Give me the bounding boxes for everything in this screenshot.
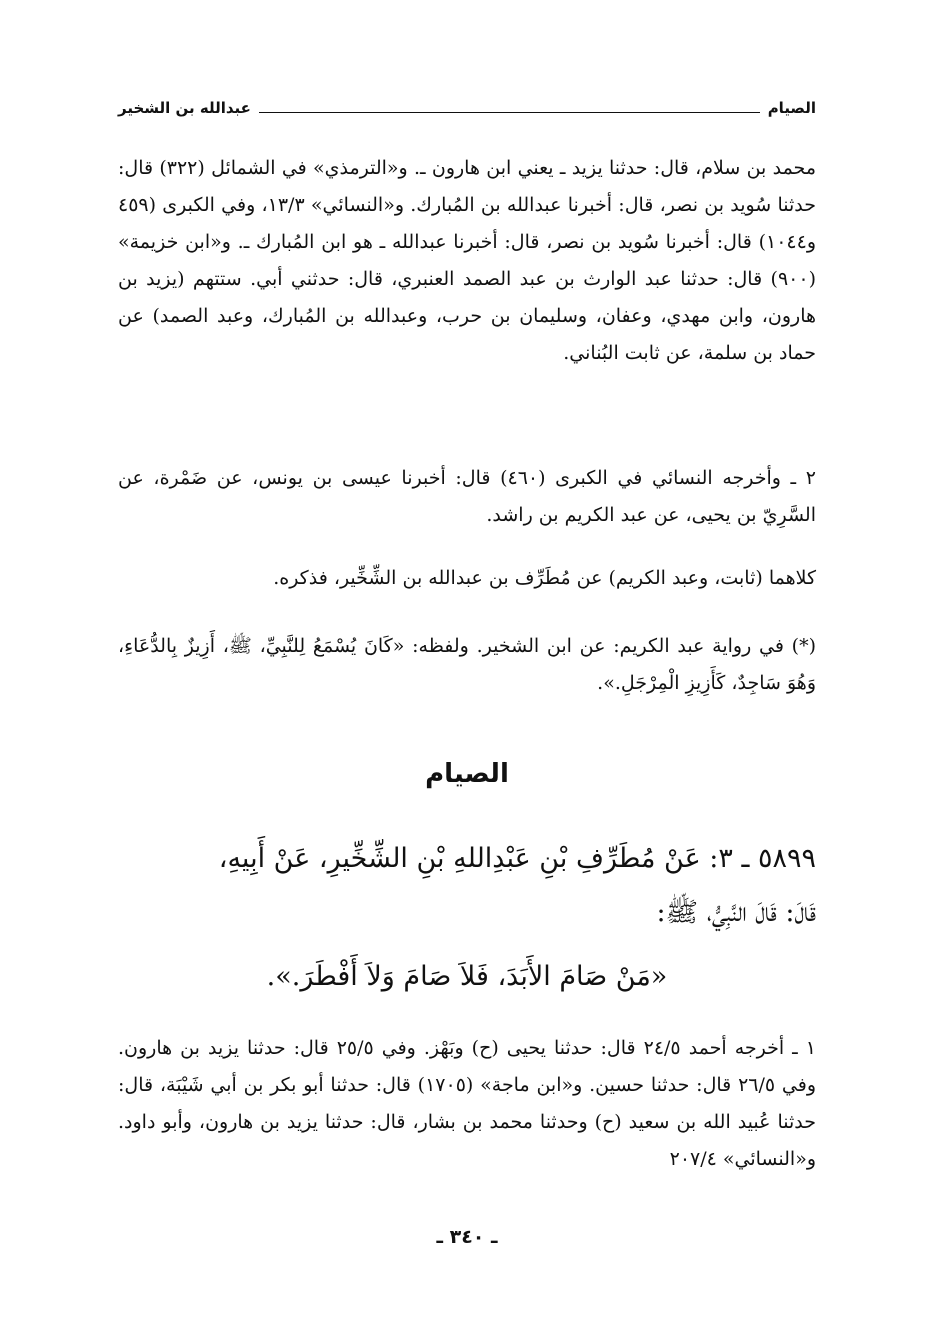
hadith-speaker-line: قَالَ: قَالَ النَّبِيُّ، ﷺ: bbox=[656, 897, 816, 928]
header-chapter-title: الصيام bbox=[767, 99, 816, 117]
paragraph-takhrij-1: ١ ـ أخرجه أحمد ٢٤/٥ قال: حدثنا يحيى (ح) وبَهْز. وفي ٢٥/٥ قال: حدثنا يزيد بن هارون. وفي ٢٦/٥ قال: حدثنا حسين. و«ابن ماجة» (١٧٠٥) قال: حدثنا أبو بكر بن أبي شَيْبَة، قال: حدثنا عُبيد الله بن سعيد (ح) وحدثنا محمد بن بشار، قال: حدثنا يزيد بن هارون، وأبو داود. و«النسائي» ٢٠٧/٤ bbox=[118, 1037, 816, 1170]
page-number: ـ ٣٤٠ ـ bbox=[436, 1226, 498, 1248]
hadith-matn-line: «مَنْ صَامَ الأَبَدَ، فَلاَ صَامَ وَلاَ أَفْطَرَ.». bbox=[266, 961, 668, 992]
running-header bbox=[118, 92, 816, 118]
paragraph-takhrij-continued: محمد بن سلام، قال: حدثنا يزيد ـ يعني ابن هارون ـ. و«الترمذي» في الشمائل (٣٢٢) قال: حدثنا سُويد بن نصر، قال: أخبرنا عبدالله بن المُبارك. و«النسائي» ١٣/٣، وفي الكبرى (٤٥٩ و١٠٤٤) قال: أخبرنا سُويد بن نصر، قال: أخبرنا عبدالله ـ هو ابن المُبارك ـ. و«ابن خزيمة» (٩٠٠) قال: حدثنا عبد الوارث بن عبد الصمد العنبري، قال: حدثني أبي. ستتهم (يزيد بن هارون، وابن مهدي، وعفان، وسليمان بن حرب، وعبدالله بن المُبارك، وعبد الصمد) عن حماد بن سلمة، عن ثابت البُناني. bbox=[118, 157, 816, 364]
paragraph-summary: كلاهما (ثابت، وعبد الكريم) عن مُطَرِّف بن عبدالله بن الشِّخِّير، فذكره. bbox=[273, 567, 816, 589]
paragraph-note: (*) في رواية عبد الكريم: عن ابن الشخير. ولفظه: «كَانَ يُسْمَعُ لِلنَّبِيِّ، ﷺ، أَزِيزٌ بِالدُّعَاءِ، وَهُوَ سَاجِدٌ، كَأَزِيزِ الْمِرْجَلِ.». bbox=[118, 635, 816, 694]
header-rule bbox=[259, 112, 760, 113]
hadith-isnad-line: ٥٨٩٩ ـ ٣: عَنْ مُطَرِّفِ بْنِ عَبْدِاللهِ بْنِ الشِّخِّيرِ، عَنْ أَبِيهِ، bbox=[218, 843, 816, 874]
paragraph-takhrij-2: ٢ ـ وأخرجه النسائي في الكبرى (٤٦٠) قال: أخبرنا عيسى بن يونس، عن ضَمْرة، عن السَّرِيّ بن يحيى، عن عبد الكريم بن راشد. bbox=[118, 467, 816, 526]
section-title: الصيام bbox=[425, 759, 509, 789]
header-narrator-title: عبدالله بن الشخير bbox=[118, 99, 251, 117]
